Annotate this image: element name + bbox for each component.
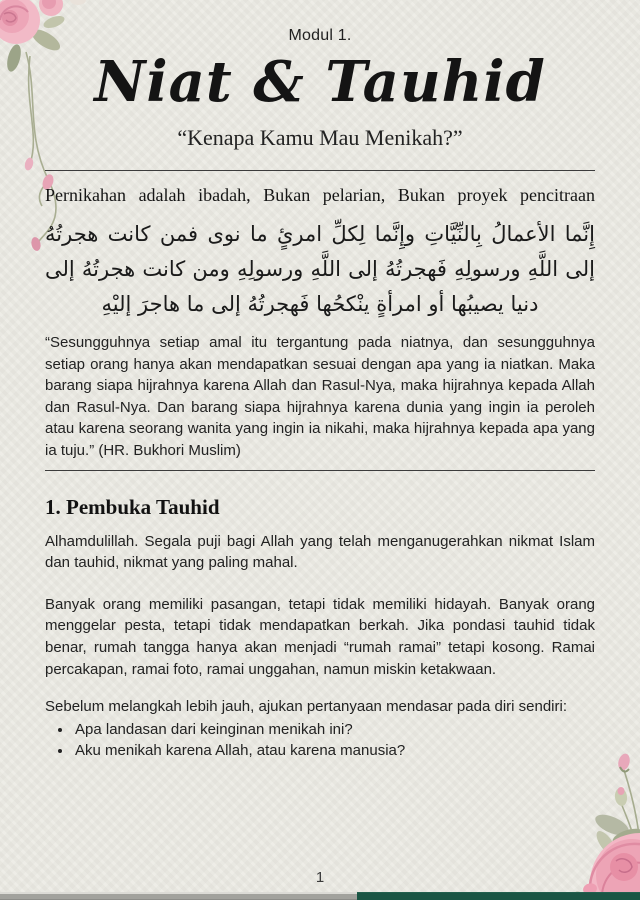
page-number: 1 [315, 869, 325, 886]
list-item-question-2: • Aku menikah karena Allah, atau karena manusia? [73, 740, 595, 762]
horizontal-scrollbar-thumb[interactable] [0, 892, 357, 900]
divider-top [45, 170, 595, 171]
paragraph-banyak-orang: Banyak orang memiliki pasangan, tetapi tidak memiliki hidayah. Banyak orang menggelar pesta, tetapi tidak mendapatkan berkah. Jika pondasi tauhid tidak benar, rumah tangga hanya akan menjadi “rumah ramai” tetapi kosong. Ramai percakapan, ramai foto, ramai unggahan, namun miskin ketakwaan. [45, 595, 595, 678]
section-heading: 1. Pembuka Tauhid [45, 494, 220, 519]
module-label: Modul 1. [288, 27, 352, 44]
divider-middle [45, 470, 595, 471]
list-item-question-1: • Apa landasan dari keinginan menikah ini? [73, 719, 595, 741]
hadith-translation-text: “Sesungguhnya setiap amal itu tergantung pada niatnya, dan sesungguhnya setiap orang hanya akan mendapatkan sesuai dengan apa yang ia niatkan. Maka barang siapa hijrahnya karena Allah dan Rasul-Nya, maka hijrahnya kepada Allah dan Rasul-Nya. Dan barang siapa hijrahnya karena dunia yang ingin ia peroleh atau karena seorang wanita yang ingin ia nikahi, maka hijrahnya kepada apa yang ia tuju.” (HR. Bukhori Muslim) [45, 334, 595, 459]
question-list [45, 719, 595, 762]
page-title: Niat & Tauhid [94, 49, 546, 115]
bottom-bar [0, 892, 640, 900]
app-background-strip [357, 892, 640, 900]
paragraph-alhamdulillah: Alhamdulillah. Segala puji bagi Allah yang telah menganugerahkan nikmat Islam dan tauhid, nikmat yang paling mahal. [45, 532, 595, 572]
tagline-text: Pernikahan adalah ibadah, Bukan pelarian, Bukan proyek pencitraan [45, 185, 595, 205]
paragraph-sebelum-melangkah: Sebelum melangkah lebih jauh, ajukan pertanyaan mendasar pada diri sendiri: [45, 698, 567, 716]
page-subtitle: “Kenapa Kamu Mau Menikah?” [177, 125, 463, 150]
arabic-hadith-text: إِنَّما الأعمالُ بِالنِّيَّاتِ وإِنَّما لِكلِّ امرئٍ ما نوى فمن كانت هجرتُهُ إلى اللَّهِ ورسولِهِ فَهجرتُهُ إلى اللَّهِ ورسولِهِ ومن كانت هجرتُهُ إلى دنيا يصيبُها أو امرأةٍ ينْكحُها فَهجرتُهُ إلى ما هاجرَ إليْهِ [45, 222, 595, 316]
